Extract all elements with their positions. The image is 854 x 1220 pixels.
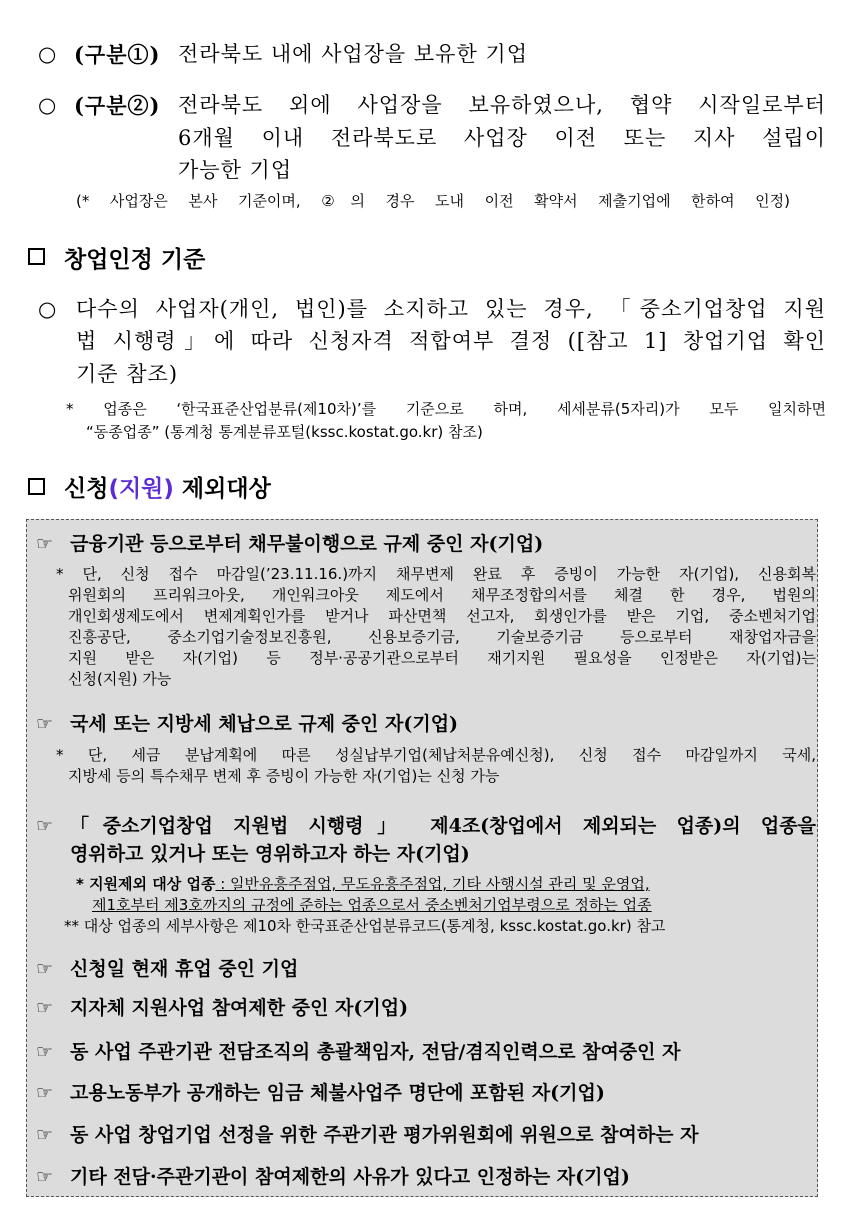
exclusion-item-1-note-3: 개인회생제도에서 변제계획인가를 받거나 파산면책 선고자, 회생인가를 받은 기업, 중소벤처기업 (68, 607, 816, 625)
exclusion-item-1-title: 금융기관 등으로부터 채무불이행으로 규제 중인 자(기업) (70, 533, 544, 555)
pointing-hand-icon: ☞ (36, 1124, 54, 1146)
exclusion-item-2-title: 국세 또는 지방세 체납으로 규제 중인 자(기업) (70, 713, 459, 735)
pointing-hand-icon: ☞ (36, 815, 54, 837)
category-1-text: 전라북도 내에 사업장을 보유한 기업 (178, 42, 528, 66)
category-2-label: (구분②) (74, 93, 161, 118)
pointing-hand-icon: ☞ (36, 1166, 54, 1188)
pointing-hand-icon: ☞ (36, 533, 54, 555)
category-2-line-3: 가능한 기업 (178, 158, 293, 182)
section-heading-exclusion (64, 470, 271, 503)
excluded-industry-label: * 지원제외 대상 업종 (76, 875, 216, 893)
circle-bullet: ○ (38, 42, 57, 66)
criteria-line-3: 기준 참조) (76, 362, 179, 386)
exclusion-item-3-note-2: 제1호부터 제3호까지의 규정에 준하는 업종으로서 중소벤처기업부령으로 정하는 업종 (92, 896, 652, 914)
excluded-industry-list: : 일반유흥주점업, 무도유흥주점업, 기타 사행시설 관리 및 운영업, (215, 875, 650, 893)
exclusion-item-1-note-4: 진흥공단, 중소기업기술정보진흥원, 신용보증기금, 기술보증기금 등으로부터 재창업자금을 (68, 628, 816, 646)
workplace-note: (* 사업장은 본사 기준이며, ②의 경우 도내 이전 확약서 제출기업에 한하여 인정) (76, 192, 790, 210)
section-square-marker (28, 248, 45, 269)
industry-note-line-1: * 업종은 ‘한국표준산업분류(제10차)’를 기준으로 하며, 세세분류(5자리)가 모두 일치하면 (66, 400, 826, 418)
pointing-hand-icon: ☞ (36, 713, 54, 735)
exclusion-item-5: 지자체 지원사업 참여제한 중인 자(기업) (70, 997, 409, 1019)
exclusion-item-9: 기타 전담·주관기관이 참여제한의 사유가 있다고 인정하는 자(기업) (70, 1166, 630, 1188)
pointing-hand-icon: ☞ (36, 997, 54, 1019)
heading-part-apply: 신청 (64, 476, 109, 502)
pointing-hand-icon: ☞ (36, 958, 54, 980)
category-2-line-1: 전라북도 외에 사업장을 보유하였으나, 협약 시작일로부터 (178, 93, 826, 117)
heading-part-excluded: 제외대상 (173, 476, 271, 502)
exclusion-item-2-note-1: * 단, 세금 분납계획에 따른 성실납부기업(체납처분유예신청), 신청 접수 마감일까지 국세, (56, 746, 816, 764)
exclusion-item-3-title-1: 「중소기업창업 지원법 시행령」 제4조(창업에서 제외되는 업종)의 업종을 (70, 815, 816, 837)
pointing-hand-icon: ☞ (36, 1041, 54, 1063)
criteria-line-2: 법 시행령」에 따라 신청자격 적합여부 결정 ([참고 1] 창업기업 확인 (76, 329, 826, 353)
circle-bullet: ○ (38, 297, 57, 321)
category-2-line-2: 6개월 이내 전라북도로 사업장 이전 또는 지사 설립이 (178, 126, 826, 150)
exclusion-item-3-title-2: 영위하고 있거나 또는 영위하고자 하는 자(기업) (70, 843, 470, 865)
exclusion-item-7: 고용노동부가 공개하는 임금 체불사업주 명단에 포함된 자(기업) (70, 1082, 605, 1104)
section-heading-criteria: 창업인정 기준 (64, 247, 206, 273)
exclusion-item-3-note-3: ** 대상 업종의 세부사항은 제10차 한국표준산업분류코드(통계청, kssc.kostat.go.kr) 참고 (64, 917, 666, 935)
section-square-marker (28, 478, 45, 499)
exclusion-item-2-note-2: 지방세 등의 특수채무 변제 후 증빙이 가능한 자(기업)는 신청 가능 (68, 767, 500, 785)
exclusion-item-1-note-2: 위원회의 프리워크아웃, 개인워크아웃 제도에서 채무조정합의서를 체결 한 경우, 법원의 (68, 586, 816, 604)
exclusion-item-6: 동 사업 주관기관 전담조직의 총괄책임자, 전담/겸직인력으로 참여중인 자 (70, 1041, 681, 1063)
category-1-label: (구분①) (74, 42, 161, 67)
criteria-line-1: 다수의 사업자(개인, 법인)를 소지하고 있는 경우, 「중소기업창업 지원 (76, 297, 826, 321)
exclusion-item-4: 신청일 현재 휴업 중인 기업 (70, 958, 299, 980)
industry-note-line-2: “동종업종” (통계청 통계분류포털(kssc.kostat.go.kr) 참조) (86, 423, 483, 441)
exclusion-item-1-note-1: * 단, 신청 접수 마감일(’23.11.16.)까지 채무변제 완료 후 증빙이 가능한 자(기업), 신용회복 (56, 565, 816, 583)
exclusion-item-3-note-1 (76, 874, 816, 894)
pointing-hand-icon: ☞ (36, 1082, 54, 1104)
exclusion-item-1-note-6: 신청(지원) 가능 (68, 670, 172, 688)
circle-bullet: ○ (38, 93, 57, 117)
exclusion-item-1-note-5: 지원 받은 자(기업) 등 정부·공공기관으로부터 재기지원 필요성을 인정받은 자(기업)는 (68, 649, 816, 667)
exclusion-item-8: 동 사업 창업기업 선정을 위한 주관기관 평가위원회에 위원으로 참여하는 자 (70, 1124, 699, 1146)
heading-part-support: (지원) (108, 476, 174, 502)
